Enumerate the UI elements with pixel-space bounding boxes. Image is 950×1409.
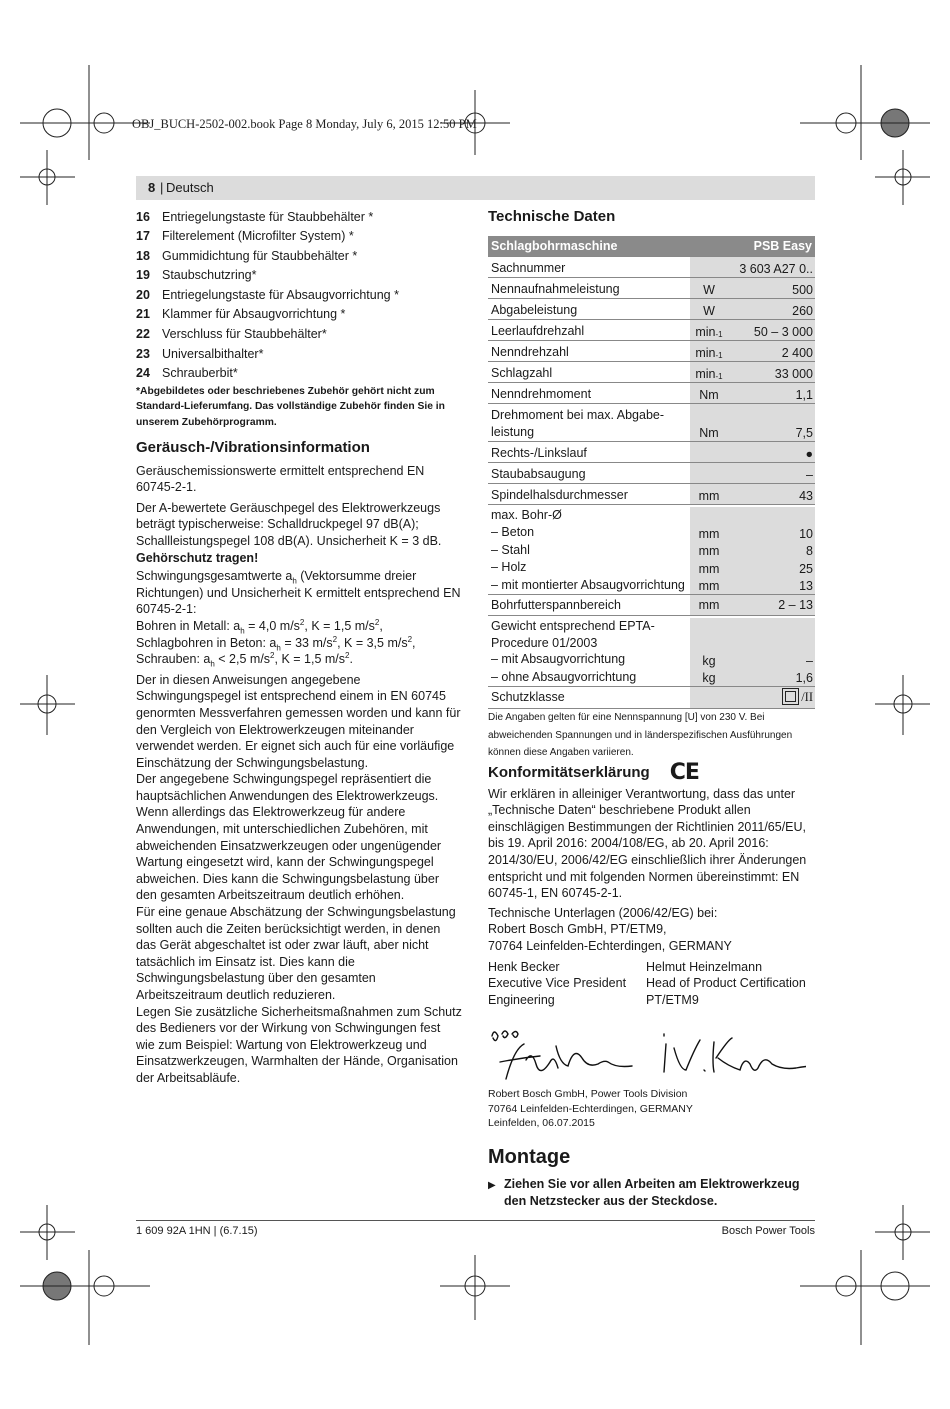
table-row <box>488 278 815 299</box>
item-label: Schrauberbit* <box>162 366 238 381</box>
table-row <box>488 669 815 688</box>
item-number: 23 <box>136 346 150 361</box>
triangle-bullet-icon: ▶ <box>488 1180 496 1191</box>
noise-section <box>136 440 462 1087</box>
list-item <box>136 344 462 364</box>
section-title: Deutsch <box>166 180 214 195</box>
item-label: Verschluss für Staubbehälter* <box>162 327 327 342</box>
row-unit <box>690 257 728 277</box>
item-label: Universalbithalter* <box>162 346 264 361</box>
row-unit: mm <box>690 524 728 542</box>
item-label: Filterelement (Microfilter System) * <box>162 229 354 244</box>
row-unit: min $^{-1}$ <box>690 320 728 340</box>
row-label: Abgabeleistung <box>491 302 578 317</box>
table-row <box>488 651 815 669</box>
row-value: 3 603 A27 0.. <box>728 257 815 277</box>
row-label: – mit montierter Absaugvorrichtung <box>491 577 685 592</box>
row-unit: mm <box>690 484 728 504</box>
row-value: 8 <box>728 542 815 560</box>
address-date: Leinfelden, 06.07.2015 <box>488 1117 595 1129</box>
row-label: – Beton <box>491 525 535 539</box>
vibration-metal: Bohren in Metall: $a_h = 4,0$ $m/s^2$, K = 1,5 $m/s^2$, <box>136 617 383 636</box>
row-label: Nenndrehmoment <box>491 386 592 401</box>
item-label: Gummidichtung für Staubbehälter * <box>162 248 358 263</box>
noise-p7: Legen Sie zusätzliche Sicherheitsmaßnahmen zum Schutz des Bedieners vor der Wirkung von Schwingungen fest wie zum Beispiel: Wartung von Elektrowerkzeug und Einsatzwerkzeugen, Warmhalten der Hände, Organisation der Arbeitsabläufe. <box>136 1004 462 1085</box>
table-row <box>488 404 815 442</box>
row-label: Sachnummer <box>491 260 566 275</box>
item-number: 17 <box>136 229 150 244</box>
hearing-warning: Gehörschutz tragen! <box>136 550 259 565</box>
list-item <box>136 246 462 266</box>
item-number: 21 <box>136 307 150 322</box>
page-header <box>136 176 815 200</box>
footer-left: 1 609 92A 1HN | (6.7.15) <box>136 1225 258 1237</box>
protection-class: /II <box>728 687 815 708</box>
row-label: Drehmoment bei max. Abgabe- leistung <box>491 408 665 439</box>
row-unit: min $^{-1}$ <box>690 362 728 382</box>
row-unit: kg <box>690 669 728 687</box>
list-item <box>136 364 462 384</box>
item-number: 16 <box>136 209 150 224</box>
list-item <box>136 266 462 286</box>
footer-rule <box>136 1220 815 1221</box>
vibration-screw: Schrauben: $a_h < 2,5$ $m/s^2$, K = 1,5 $m/s^2$. <box>136 650 353 669</box>
tech-table <box>488 236 815 762</box>
row-label: Nennaufnahmeleistung <box>491 281 620 296</box>
signer2-dept: PT/ETM9 <box>646 992 699 1007</box>
row-label: Rechts-/Linkslauf <box>491 445 587 460</box>
row-value: 2 400 <box>728 341 815 361</box>
signers <box>488 959 815 1009</box>
row-value: 33 000 <box>728 362 815 382</box>
row-value: – <box>728 463 815 483</box>
footer-right: Bosch Power Tools <box>721 1225 815 1237</box>
row-value: 1,1 <box>728 383 815 403</box>
item-label: Entriegelungstaste für Staubbehälter * <box>162 209 374 224</box>
signatures <box>486 1024 806 1084</box>
row-label: – mit Absaugvorrichtung <box>491 652 626 666</box>
row-label: – Holz <box>491 560 527 574</box>
table-row <box>488 484 815 505</box>
row-unit: W <box>690 278 728 298</box>
item-label: Entriegelungstaste für Absaugvorrichtung * <box>162 287 399 302</box>
noise-p1: Geräuschemissionswerte ermittelt entsprechend EN 60745-2-1. <box>136 463 425 495</box>
row-unit: min $^{-1}$ <box>690 341 728 361</box>
conformity-heading: Konformitätserklärung <box>488 764 650 781</box>
row-value: 500 <box>728 278 815 298</box>
signer2-name: Helmut Heinzelmann <box>646 959 763 974</box>
item-number: 24 <box>136 366 150 381</box>
row-unit <box>690 463 728 483</box>
vibration-intro: Schwingungsgesamtwerte $a_h$ (Vektorsumme dreier Richtungen) und Unsicherheit K ermittelt entsprechend EN 60745-2-1: <box>136 569 461 617</box>
list-item <box>136 305 462 325</box>
row-label: Leerlaufdrehzahl <box>491 323 585 338</box>
company-address <box>488 1087 693 1131</box>
noise-p6: Für eine genaue Abschätzung der Schwingungsbelastung sollten auch die Zeiten berücksichtigt werden, in denen das Gerät abgeschaltet ist oder zwar läuft, aber nicht tatsächlich im Einsatz ist. Dies kann die Schwingungsbelastung über den gesamten Arbeitszeitraum deutlich reduzieren. <box>136 905 456 1002</box>
table-row <box>488 320 815 341</box>
row-label: – Stahl <box>491 542 530 557</box>
table-row <box>488 257 815 278</box>
noise-heading: Geräusch-/Vibrationsinformation <box>136 439 370 456</box>
item-number: 18 <box>136 248 150 263</box>
table-row <box>488 542 815 560</box>
table-row <box>488 362 815 383</box>
list-item <box>136 207 462 227</box>
row-value: ● <box>728 442 815 462</box>
double-square-icon <box>785 691 796 702</box>
row-unit: mm <box>690 559 728 577</box>
item-label: Klammer für Absaugvorrichtung * <box>162 307 346 322</box>
conformity-p2: Technische Unterlagen (2006/42/EG) bei: Robert Bosch GmbH, PT/ETM9, 70764 Leinfelden-Echterdingen, GERMANY <box>488 905 732 953</box>
list-item <box>136 227 462 247</box>
ce-mark-icon: CE <box>669 760 699 785</box>
address-line: 70764 Leinfelden-Echterdingen, GERMANY <box>488 1102 693 1115</box>
list-item <box>136 325 462 345</box>
print-slug: OBJ_BUCH-2502-002.book Page 8 Monday, July 6, 2015 12:50 PM <box>132 117 477 131</box>
row-label: Nenndrehzahl <box>491 344 569 359</box>
tech-heading: Technische Daten <box>488 208 616 225</box>
vibration-concrete: Schlagbohren in Beton: $a_h = 33$ $m/s^2$, K = 3,5 $m/s^2$, <box>136 634 416 653</box>
montage-bullet-text: Ziehen Sie vor allen Arbeiten am Elektrowerkzeug den Netzstecker aus der Steckdose. <box>504 1177 800 1208</box>
row-unit: mm <box>690 577 728 595</box>
item-label: Staubschutzring* <box>162 268 257 283</box>
table-row <box>488 463 815 484</box>
page-number: 8 <box>148 180 156 195</box>
item-number: 22 <box>136 327 150 342</box>
noise-p4: Der in diesen Anweisungen angegebene Schwingungspegel ist entsprechend einem in EN 60745 genormten Messverfahren gemessen worden und kann für den Vergleich von Elektrowerkzeugen miteinander verwendet werden. Er eignet sich auch für eine vorläufige Einschätzung der Schwingungsbelastung. <box>136 672 461 770</box>
row-value: – <box>728 651 815 669</box>
table-row: max. Bohr-Ø <box>488 505 815 524</box>
tech-note: Die Angaben gelten für eine Nennspannung [U] von 230 V. Bei abweichenden Spannungen und in länderspezifischen Ausführungen können diese Angaben variieren. <box>488 712 793 759</box>
row-value: 260 <box>728 299 815 319</box>
table-row <box>488 299 815 320</box>
conformity-p1: Wir erklären in alleiniger Verantwortung, dass das unter „Technische Daten“ beschriebene Produkt allen einschlägigen Bestimmungen der Richtlinien 2011/65/EU, bis 19. April 2016: 2004/108/EG, ab 20. April 2016: 2014/30/EU, 2006/42/EG einschließlich ihrer Änderungen entspricht und mit folgenden Normen übereinstimmt: EN 60745-1, EN 60745-2-1. <box>488 786 807 901</box>
row-label: – ohne Absaugvorrichtung <box>491 669 637 684</box>
list-item <box>136 285 462 305</box>
row-value: 1,6 <box>728 669 815 687</box>
row-value: 25 <box>728 559 815 577</box>
address-line: Robert Bosch GmbH, Power Tools Division <box>488 1088 688 1100</box>
montage-heading: Montage <box>488 1146 571 1168</box>
row-unit: W <box>690 299 728 319</box>
row-value: 10 <box>728 524 815 542</box>
row-unit <box>690 442 728 462</box>
row-unit: Nm <box>690 383 728 403</box>
table-row: Bohrfutterspannbereich mm 2 – 13 <box>488 595 815 616</box>
row-unit: mm <box>690 542 728 560</box>
noise-p5: Der angegebene Schwingungspegel repräsentiert die hauptsächlichen Anwendungen des Elektrowerkzeugs. Wenn allerdings das Elektrowerkzeug für andere Anwendungen, mit unterschiedlichen Zubehören, mit abweichenden Einsatzwerkzeugen oder ungenügender Wartung eingesetzt wird, kann der Schwingungspegel abweichen. Dies kann die Schwingungsbelastung über den gesamten Arbeitszeitraum deutlich erhöhen. <box>136 772 442 903</box>
parts-list <box>136 207 462 383</box>
header-sep: | <box>160 180 164 195</box>
row-label: Schlagzahl <box>491 365 553 380</box>
tech-table-header <box>488 236 815 257</box>
row-label: Spindelhalsdurchmesser <box>491 487 628 502</box>
noise-p2: Der A-bewertete Geräuschpegel des Elektrowerkzeugs beträgt typischerweise: Schalldruckpegel 97 dB(A); Schallleistungspegel 108 dB(A). Unsicherheit K = 3 dB. <box>136 500 442 548</box>
row-value: 7,5 <box>728 404 815 441</box>
row-label: Staubabsaugung <box>491 466 586 481</box>
signer1-dept: Engineering <box>488 992 555 1007</box>
row-value: 13 <box>728 577 815 595</box>
table-row: Gewicht entsprechend EPTA-Procedure 01/2003 <box>488 616 815 651</box>
row-value: 50 – 3 000 <box>728 320 815 340</box>
tech-head-right: PSB Easy <box>753 239 812 253</box>
table-row <box>488 524 815 542</box>
table-row <box>488 577 815 596</box>
item-number: 20 <box>136 287 150 302</box>
signer2-title: Head of Product Certification <box>646 976 806 991</box>
row-unit: Nm <box>690 404 728 441</box>
item-number: 19 <box>136 268 150 283</box>
conformity-section <box>488 760 815 1008</box>
row-unit: kg <box>690 651 728 669</box>
tech-head-left: Schlagbohrmaschine <box>491 239 618 253</box>
accessory-note: *Abgebildetes oder beschriebenes Zubehör gehört nicht zum Standard-Lieferumfang. Das vollständige Zubehör finden Sie in unserem Zubehörprogramm. <box>136 386 445 428</box>
signer1-name: Henk Becker <box>488 959 560 974</box>
table-row <box>488 442 815 463</box>
table-row: Schutzklasse /II <box>488 687 815 709</box>
row-value: 43 <box>728 484 815 504</box>
table-row <box>488 559 815 577</box>
signer1-title: Executive Vice President <box>488 976 627 991</box>
table-row <box>488 383 815 404</box>
table-row <box>488 341 815 362</box>
montage-bullet <box>488 1176 815 1209</box>
